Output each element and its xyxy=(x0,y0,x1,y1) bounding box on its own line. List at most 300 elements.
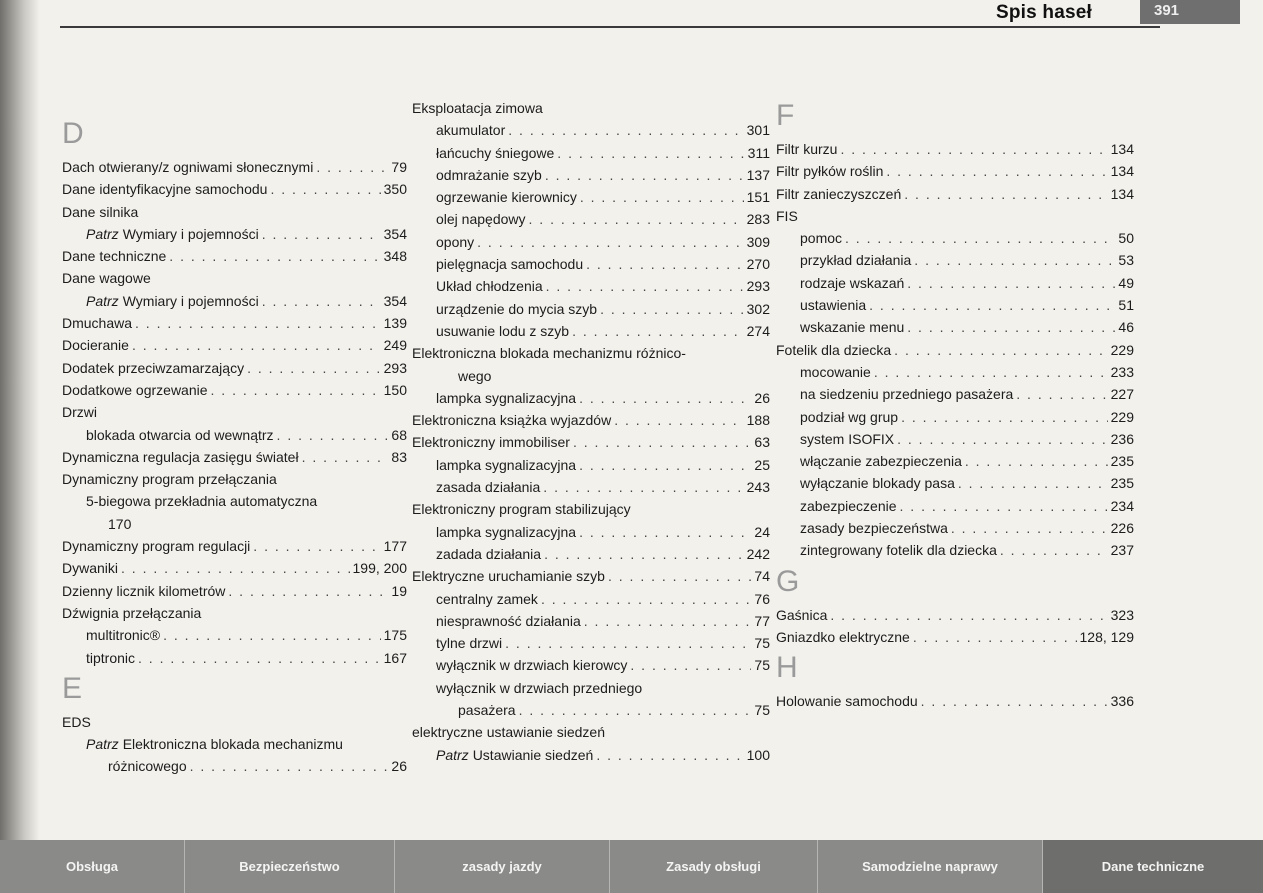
entry-text xyxy=(62,357,244,379)
entry-text xyxy=(412,97,543,119)
dot-leader xyxy=(138,647,381,669)
index-entry xyxy=(776,249,1134,271)
entry-term: Dzienny licznik kilometrów xyxy=(62,582,226,599)
index-entry xyxy=(776,138,1134,160)
entry-term: Filtr zanieczyszczeń xyxy=(776,185,902,202)
index-entry xyxy=(776,361,1134,383)
page-reference: 19 xyxy=(391,582,407,599)
page-reference: 249 xyxy=(383,337,407,354)
dot-leader xyxy=(913,626,1077,648)
index-column-1 xyxy=(62,114,407,778)
entry-text xyxy=(800,361,871,383)
index-entry xyxy=(412,521,770,543)
entry-text xyxy=(62,580,225,602)
entry-term: 170 xyxy=(108,515,132,532)
entry-term: Ustawianie siedzeń xyxy=(472,746,594,763)
index-entry xyxy=(776,517,1134,539)
page-reference: 175 xyxy=(383,627,407,644)
entry-term: Dodatkowe ogrzewanie xyxy=(62,381,208,398)
page-reference: 24 xyxy=(754,523,770,540)
page-reference: 75 xyxy=(754,702,770,719)
entry-text xyxy=(800,227,842,249)
dot-leader xyxy=(579,454,751,476)
entry-term: Dane silnika xyxy=(62,203,139,220)
dot-leader xyxy=(544,543,744,565)
index-entry xyxy=(62,755,407,777)
page-reference: 139 xyxy=(383,315,407,332)
index-entry xyxy=(412,476,770,498)
entry-term: lampka sygnalizacyjna xyxy=(436,456,577,473)
entry-text xyxy=(800,316,904,338)
footer-tab[interactable] xyxy=(395,840,610,893)
index-entry xyxy=(412,365,770,387)
index-entry xyxy=(62,535,407,557)
dot-leader xyxy=(907,316,1115,338)
page-reference: 235 xyxy=(1110,475,1134,492)
dot-leader xyxy=(277,424,389,446)
page-reference: 243 xyxy=(746,479,770,496)
entry-text xyxy=(436,632,502,654)
footer-tab-label: Dane techniczne xyxy=(1101,859,1205,874)
entry-term: opony xyxy=(436,233,475,250)
page-reference: 270 xyxy=(746,256,770,273)
page-reference: 350 xyxy=(383,181,407,198)
page-reference: 151 xyxy=(746,189,770,206)
entry-term: przykład działania xyxy=(800,252,912,269)
section-tabs-footer xyxy=(0,840,1263,893)
page-reference: 134 xyxy=(1110,163,1134,180)
page-reference: 167 xyxy=(383,649,407,666)
page-reference: 293 xyxy=(383,359,407,376)
entry-text xyxy=(800,539,997,561)
page-reference: 188 xyxy=(746,412,770,429)
page-number: 391 xyxy=(1140,0,1240,24)
page-reference: 354 xyxy=(383,292,407,309)
footer-tab-label: Bezpieczeństwo xyxy=(239,859,340,874)
dot-leader xyxy=(958,472,1108,494)
dot-leader xyxy=(921,690,1108,712)
page-reference: 63 xyxy=(754,434,770,451)
entry-term: Elektroniczna blokada mechanizmu różnico- xyxy=(412,345,686,362)
entry-term: zabezpieczenie xyxy=(800,497,897,514)
entry-text xyxy=(62,711,91,733)
dot-leader xyxy=(573,431,751,453)
dot-leader xyxy=(586,253,744,275)
entry-text xyxy=(776,160,883,182)
index-entry xyxy=(412,431,770,453)
footer-tab[interactable] xyxy=(185,840,395,893)
dot-leader xyxy=(951,517,1108,539)
entry-text xyxy=(62,334,129,356)
page-reference: 100 xyxy=(746,746,770,763)
entry-term: Dynamiczna regulacja zasięgu świateł xyxy=(62,448,299,465)
page-reference: 234 xyxy=(1110,497,1134,514)
footer-tab-label: Samodzielne naprawy xyxy=(862,859,998,874)
entry-text xyxy=(62,602,201,624)
entry-text xyxy=(62,178,267,200)
footer-tab[interactable] xyxy=(0,840,185,893)
entry-text xyxy=(62,535,250,557)
entry-text xyxy=(436,387,576,409)
index-entry xyxy=(62,624,407,646)
entry-term: ogrzewanie kierownicy xyxy=(436,189,577,206)
entry-text xyxy=(436,208,526,230)
index-entry xyxy=(412,632,770,654)
page-reference: 51 xyxy=(1118,297,1134,314)
entry-text xyxy=(800,450,962,472)
entry-text xyxy=(108,755,187,777)
page-reference: 26 xyxy=(391,758,407,775)
index-entry xyxy=(776,316,1134,338)
index-entry xyxy=(776,183,1134,205)
dot-leader xyxy=(262,223,381,245)
entry-text xyxy=(436,543,541,565)
index-entry xyxy=(62,513,407,535)
page-reference: 79 xyxy=(391,159,407,175)
index-entry xyxy=(62,201,407,223)
index-entry xyxy=(412,498,770,520)
index-entry xyxy=(776,626,1134,648)
entry-text xyxy=(412,721,605,743)
cross-reference-label: Patrz xyxy=(86,292,119,309)
section-letter: H xyxy=(776,651,798,685)
footer-tab-label: Obsługa xyxy=(65,859,118,874)
page-reference: 49 xyxy=(1118,274,1134,291)
dot-leader xyxy=(169,245,380,267)
entry-term: zasady bezpieczeństwa xyxy=(800,520,948,537)
entry-term: FIS xyxy=(776,207,798,224)
dot-leader xyxy=(316,156,388,178)
page-reference: 134 xyxy=(1110,141,1134,157)
entry-term: Wymiary i pojemności xyxy=(122,225,259,242)
index-entry xyxy=(776,406,1134,428)
entry-term: akumulator xyxy=(436,122,506,139)
cross-reference-label: Patrz xyxy=(86,736,119,753)
dot-leader xyxy=(253,535,380,557)
index-entry xyxy=(412,588,770,610)
index-entry xyxy=(62,357,407,379)
index-entry xyxy=(776,272,1134,294)
index-entry xyxy=(776,227,1134,249)
entry-text xyxy=(800,517,948,539)
index-entry xyxy=(412,409,770,431)
entry-text xyxy=(86,733,343,755)
index-entry xyxy=(62,401,407,423)
entry-text xyxy=(412,498,631,520)
index-entry xyxy=(412,253,770,275)
entry-text xyxy=(436,231,474,253)
page-reference: 74 xyxy=(754,568,770,585)
page-reference: 237 xyxy=(1110,542,1134,559)
index-column-2 xyxy=(412,97,770,766)
index-entry xyxy=(412,721,770,743)
page-reference: 242 xyxy=(746,545,770,562)
index-entry xyxy=(412,186,770,208)
page-reference: 236 xyxy=(1110,430,1134,447)
index-entry xyxy=(776,495,1134,517)
dot-leader xyxy=(630,654,751,676)
dot-leader xyxy=(869,294,1115,316)
dot-leader xyxy=(529,208,744,230)
entry-text xyxy=(436,744,593,766)
entry-text xyxy=(776,626,910,648)
entry-text xyxy=(800,406,898,428)
page-reference: 53 xyxy=(1118,252,1134,269)
index-entry xyxy=(412,164,770,186)
dot-leader xyxy=(262,290,381,312)
entry-term: Dmuchawa xyxy=(62,315,133,332)
dot-leader xyxy=(901,406,1108,428)
dot-leader xyxy=(907,272,1115,294)
entry-term: wyłącznik w drzwiach przedniego xyxy=(436,679,643,696)
entry-text xyxy=(436,588,538,610)
entry-text xyxy=(436,298,597,320)
dot-leader xyxy=(845,227,1115,249)
entry-term: Dane identyfikacyjne samochodu xyxy=(62,181,268,198)
index-entry xyxy=(776,383,1134,405)
page-reference: 283 xyxy=(746,211,770,228)
dot-leader xyxy=(830,604,1107,626)
dot-leader xyxy=(132,334,381,356)
page-reference: 177 xyxy=(383,538,407,555)
footer-tab[interactable] xyxy=(1043,840,1263,893)
entry-term: Elektroniczny program stabilizujący xyxy=(412,501,631,518)
entry-term: Gaśnica xyxy=(776,606,828,623)
entry-text xyxy=(62,379,208,401)
entry-text xyxy=(412,431,570,453)
entry-term: Filtr pyłków roślin xyxy=(776,163,884,180)
index-entry xyxy=(412,298,770,320)
dot-leader xyxy=(608,565,751,587)
entry-term: mocowanie xyxy=(800,363,871,380)
entry-text xyxy=(62,312,132,334)
section-letter: G xyxy=(776,564,800,598)
index-entry xyxy=(776,450,1134,472)
dot-leader xyxy=(584,610,752,632)
page-reference: 128, 129 xyxy=(1079,628,1134,645)
entry-text xyxy=(436,454,576,476)
page-reference: 134 xyxy=(1110,185,1134,202)
entry-term: zadada działania xyxy=(436,545,542,562)
index-entry xyxy=(776,604,1134,626)
entry-term: wskazanie menu xyxy=(800,319,905,336)
entry-text xyxy=(62,557,118,579)
entry-term: wyłącznik w drzwiach kierowcy xyxy=(436,657,628,674)
index-entry xyxy=(62,245,407,267)
page-reference: 354 xyxy=(383,225,407,242)
dot-leader xyxy=(900,495,1108,517)
entry-term: Dźwignia przełączania xyxy=(62,604,202,621)
dot-leader xyxy=(519,699,752,721)
entry-text xyxy=(436,610,581,632)
dot-leader xyxy=(965,450,1108,472)
entry-text xyxy=(458,699,516,721)
entry-term: system ISOFIX xyxy=(800,430,895,447)
entry-term: centralny zamek xyxy=(436,590,538,607)
entry-text xyxy=(86,647,135,669)
index-entry xyxy=(412,342,770,364)
page-reference: 229 xyxy=(1110,341,1134,358)
page-reference: 150 xyxy=(383,381,407,398)
footer-tab-label: Zasady obsługi xyxy=(666,859,761,874)
index-entry xyxy=(62,424,407,446)
index-entry xyxy=(412,454,770,476)
index-entry xyxy=(412,654,770,676)
entry-text xyxy=(436,119,505,141)
cross-reference-label: Patrz xyxy=(436,746,469,763)
dot-leader xyxy=(545,164,744,186)
entry-term: urządzenie do mycia szyb xyxy=(436,300,598,317)
index-entry xyxy=(776,472,1134,494)
dot-leader xyxy=(541,588,751,610)
page-binding-shadow xyxy=(0,0,40,893)
page-reference: 227 xyxy=(1110,386,1134,403)
footer-tab[interactable] xyxy=(610,840,818,893)
index-entry xyxy=(412,208,770,230)
entry-text xyxy=(436,142,554,164)
page-reference: 309 xyxy=(746,233,770,250)
index-column-3 xyxy=(776,96,1134,713)
entry-term: olej napędowy xyxy=(436,211,526,228)
entry-term: lampka sygnalizacyjna xyxy=(436,389,577,406)
index-entry xyxy=(776,428,1134,450)
entry-term: podział wg grup xyxy=(800,408,899,425)
dot-leader xyxy=(614,409,743,431)
entry-text xyxy=(62,468,277,490)
entry-text xyxy=(62,201,138,223)
index-entry xyxy=(412,320,770,342)
entry-text xyxy=(412,565,605,587)
page-reference: 199, 200 xyxy=(352,560,407,577)
entry-text xyxy=(412,342,686,364)
entry-term: blokada otwarcia od wewnątrz xyxy=(86,426,274,443)
entry-text xyxy=(436,677,642,699)
dot-leader xyxy=(163,624,381,646)
dot-leader xyxy=(886,160,1107,182)
page-reference: 137 xyxy=(746,166,770,183)
entry-text xyxy=(86,624,160,646)
entry-term: zasada działania xyxy=(436,479,541,496)
dot-leader xyxy=(579,387,751,409)
entry-term: tylne drzwi xyxy=(436,635,503,652)
entry-term: Dywaniki xyxy=(62,560,119,577)
index-entry xyxy=(412,387,770,409)
dot-leader xyxy=(894,339,1107,361)
footer-tab[interactable] xyxy=(818,840,1043,893)
index-entry xyxy=(62,156,407,178)
entry-term: wyłączanie blokady pasa xyxy=(800,475,955,492)
index-entry xyxy=(62,733,407,755)
entry-term: elektryczne ustawianie siedzeń xyxy=(412,724,605,741)
entry-text xyxy=(776,183,901,205)
dot-leader xyxy=(557,142,744,164)
page-reference: 76 xyxy=(754,590,770,607)
entry-term: Dynamiczny program przełączania xyxy=(62,471,277,488)
index-entry xyxy=(776,294,1134,316)
page-reference: 336 xyxy=(1110,693,1134,710)
entry-term: Dodatek przeciwzamarzający xyxy=(62,359,245,376)
entry-term: różnicowego xyxy=(108,758,187,775)
index-entry xyxy=(62,468,407,490)
header-rule xyxy=(60,26,1160,28)
page-reference: 75 xyxy=(754,657,770,674)
entry-term: Elektroniczny immobiliser xyxy=(412,434,570,451)
dot-leader xyxy=(228,580,388,602)
entry-term: Elektroniczna blokada mechanizmu xyxy=(122,736,343,753)
dot-leader xyxy=(1016,383,1107,405)
entry-text xyxy=(776,604,827,626)
page-reference: 26 xyxy=(754,389,770,406)
page-reference: 348 xyxy=(383,248,407,265)
page-header-title: Spis haseł xyxy=(996,2,1092,23)
cross-reference-label: Patrz xyxy=(86,225,119,242)
dot-leader xyxy=(211,379,381,401)
page-reference: 233 xyxy=(1110,363,1134,380)
entry-text xyxy=(436,186,577,208)
entry-term: wego xyxy=(458,367,492,384)
entry-term: ustawienia xyxy=(800,297,867,314)
index-entry xyxy=(776,205,1134,227)
dot-leader xyxy=(302,446,389,468)
footer-tab-label: zasady jazdy xyxy=(462,859,542,874)
entry-term: na siedzeniu przedniego pasażera xyxy=(800,386,1014,403)
entry-term: lampka sygnalizacyjna xyxy=(436,523,577,540)
page-reference: 25 xyxy=(754,456,770,473)
index-entry xyxy=(62,711,407,733)
entry-text xyxy=(436,164,542,186)
entry-term: łańcuchy śniegowe xyxy=(436,144,555,161)
page-reference: 293 xyxy=(746,278,770,295)
entry-term: usuwanie lodu z szyb xyxy=(436,322,570,339)
entry-term: zintegrowany fotelik dla dziecka xyxy=(800,542,997,559)
entry-text xyxy=(800,249,911,271)
entry-term: Eksploatacja zimowa xyxy=(412,100,543,116)
entry-term: Układ chłodzenia xyxy=(436,278,543,295)
entry-text xyxy=(62,401,97,423)
entry-text xyxy=(436,521,576,543)
page-reference: 323 xyxy=(1110,606,1134,623)
section-letter: F xyxy=(776,99,795,132)
entry-term: włączanie zabezpieczenia xyxy=(800,453,962,470)
page-reference: 235 xyxy=(1110,453,1134,470)
page-reference: 226 xyxy=(1110,520,1134,537)
section-letter: E xyxy=(62,671,83,705)
dot-leader xyxy=(579,521,751,543)
entry-text xyxy=(86,290,259,312)
index-entry xyxy=(62,446,407,468)
entry-term: Gniazdko elektryczne xyxy=(776,628,910,645)
entry-text xyxy=(800,383,1013,405)
entry-term: Elektroniczna książka wyjazdów xyxy=(412,412,612,429)
entry-text xyxy=(436,275,543,297)
entry-term: pielęgnacja samochodu xyxy=(436,256,584,273)
page-reference: 75 xyxy=(754,635,770,652)
entry-text xyxy=(86,424,274,446)
index-entry xyxy=(62,490,407,512)
entry-text xyxy=(436,320,569,342)
index-entry xyxy=(62,290,407,312)
entry-text xyxy=(436,253,583,275)
page-reference: 68 xyxy=(391,426,407,443)
entry-term: Holowanie samochodu xyxy=(776,693,918,710)
dot-leader xyxy=(505,632,751,654)
index-entry xyxy=(412,565,770,587)
entry-text xyxy=(108,513,131,535)
index-entry xyxy=(776,160,1134,182)
index-entry xyxy=(776,539,1134,561)
page-reference: 46 xyxy=(1118,319,1134,336)
entry-term: EDS xyxy=(62,713,91,730)
